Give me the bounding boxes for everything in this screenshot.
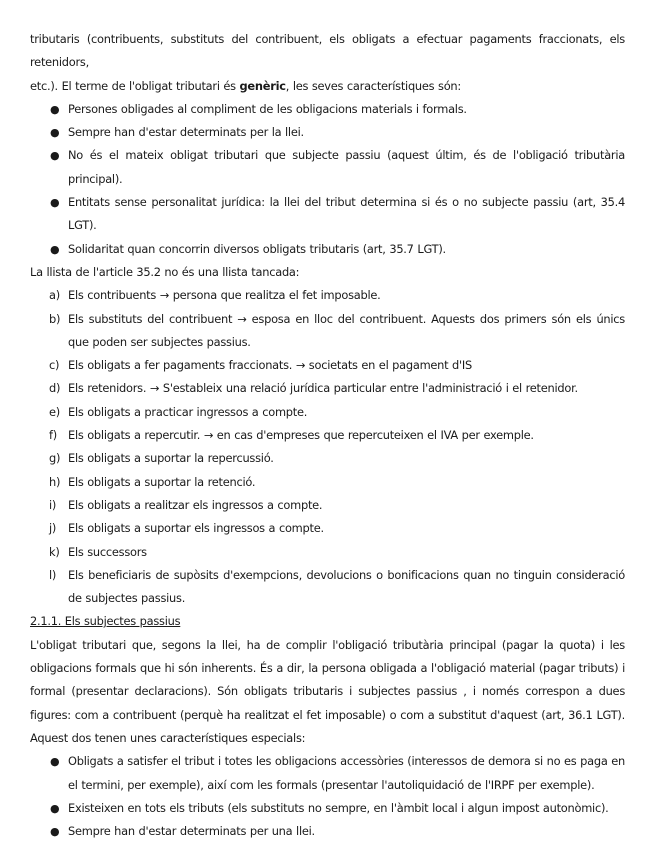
list-marker: g) [49, 451, 61, 466]
list-item [30, 191, 625, 238]
list-item-text: Els substituts del contribuent → esposa en lloc del contribuent. Aquests dos primers són els únics que poden ser subjectes passius. [68, 311, 625, 349]
list-item-text: Els successors [68, 544, 147, 559]
list-item [30, 447, 625, 470]
bullet-icon: ● [50, 755, 60, 769]
list-item-text: Els obligats a suportar la repercussió. [68, 451, 274, 466]
bullet-icon: ● [50, 149, 60, 163]
bullet-icon: ● [50, 126, 60, 140]
list-item-text: Sempre han d'estar determinats per la llei. [68, 125, 304, 140]
list-item [30, 750, 625, 797]
intro-line-2-pre: etc.). El terme de l'obligat tributari és [30, 78, 240, 93]
list-marker: d) [49, 381, 61, 396]
list-item-text: Entitats sense personalitat jurídica: la llei del tribut determina si és o no subjecte passiu (art, 35.4 LGT). [68, 195, 625, 233]
list-item-text: Persones obligades al compliment de les obligacions materials i formals. [68, 101, 467, 116]
intro-line-2-post: , les seves característiques són: [285, 78, 461, 93]
list-item [30, 471, 625, 494]
list-item-text: Els obligats a realitzar els ingressos a compte. [68, 497, 323, 512]
list-item [30, 820, 625, 843]
bullet-icon: ● [50, 102, 60, 116]
list-item-text: Els beneficiaris de supòsits d'exempcions, devolucions o bonificacions quan no tinguin consideració de subjectes passius. [68, 567, 625, 606]
list-item-text: Els obligats a fer pagaments fraccionats. → societats en el pagament d'IS [68, 358, 472, 373]
list-item-text: No és el mateix obligat tributari que subjecte passiu (aquest últim, és de l'obligació tributària principal). [68, 148, 625, 186]
list-item [30, 144, 625, 191]
list-item [30, 377, 625, 400]
bullet-icon: ● [50, 801, 60, 815]
list-marker: e) [49, 404, 60, 419]
list-item [30, 354, 625, 377]
list-item-text: Els obligats a practicar ingressos a compte. [68, 404, 308, 419]
list-item-text: Sempre han d'estar determinats per una llei. [68, 824, 315, 839]
list-item [30, 98, 625, 121]
list-item [30, 517, 625, 540]
intro-bold-word: genèric [239, 78, 286, 93]
obligats-alpha-list [30, 284, 625, 610]
list-marker: h) [49, 474, 61, 489]
list-marker: c) [49, 358, 60, 373]
section-paragraph: L'obligat tributari que, segons la llei, ha de complir l'obligació tributària principal (pagar la quota) i les obligacions formals que hi són inherents. És a dir, la persona obligada a l'obligació material (pagar tributs) i formal (presentar declaracions). Són obligats tributaris i subjectes passius , i només correspon a dues figures: com a contribuent (perquè ha realitzat el fet imposable) o com a substitut d'aquest (art, 36.1 LGT). Aquest dos tenen unes característiques especials: [30, 637, 625, 745]
list-item [30, 238, 625, 261]
characteristics-bullet-list [30, 98, 625, 261]
list-item-text: Els retenidors. → S'estableix una relació jurídica particular entre l'administració i el retenidor. [68, 381, 578, 396]
list-marker: l) [49, 567, 57, 582]
list-item-text: Els obligats a repercutir. → en cas d'empreses que repercuteixen el IVA per exemple. [68, 428, 534, 443]
list-item [30, 424, 625, 447]
intro-line-1: tributaris (contribuents, substituts del contribuent, els obligats a efectuar pagaments fraccionats, els retenidors, [30, 32, 625, 70]
list-item-text: Els obligats a suportar els ingressos a compte. [68, 521, 324, 536]
list-item [30, 494, 625, 517]
list-item-text: Els contribuents → persona que realitza el fet imposable. [68, 288, 381, 303]
list-item [30, 121, 625, 144]
list-item-text: Existeixen en tots els tributs (els substituts no sempre, en l'àmbit local i algun impost autonòmic). [68, 800, 609, 815]
list-item [30, 541, 625, 564]
list-item [30, 284, 625, 307]
list-item [30, 401, 625, 424]
list-marker: f) [49, 428, 57, 443]
list-item [30, 308, 625, 355]
special-characteristics-bullet-list [30, 750, 625, 843]
list-item [30, 797, 625, 820]
list-item-text: Els obligats a suportar la retenció. [68, 474, 256, 489]
bullet-icon: ● [50, 242, 60, 256]
list-marker: k) [49, 544, 60, 559]
bullet-icon: ● [50, 196, 60, 210]
list-item [30, 564, 625, 611]
list-item-text: Obligats a satisfer el tribut i totes les obligacions accessòries (interessos de demora si no es paga en el termini, per exemple), així com les formals (presentar l'autoliquidació de l'IRPF per exemple). [68, 754, 625, 792]
list-marker: b) [49, 311, 61, 326]
list-intro: La llista de l'article 35.2 no és una llista tancada: [30, 264, 300, 279]
intro-line-2 [30, 75, 625, 98]
list-marker: i) [49, 497, 57, 512]
list-item-text: Solidaritat quan concorrin diversos obligats tributaris (art, 35.7 LGT). [68, 241, 446, 256]
list-marker: j) [49, 521, 57, 536]
bullet-icon: ● [50, 825, 60, 839]
list-marker: a) [49, 288, 60, 303]
section-heading: 2.1.1. Els subjectes passius [30, 614, 181, 629]
